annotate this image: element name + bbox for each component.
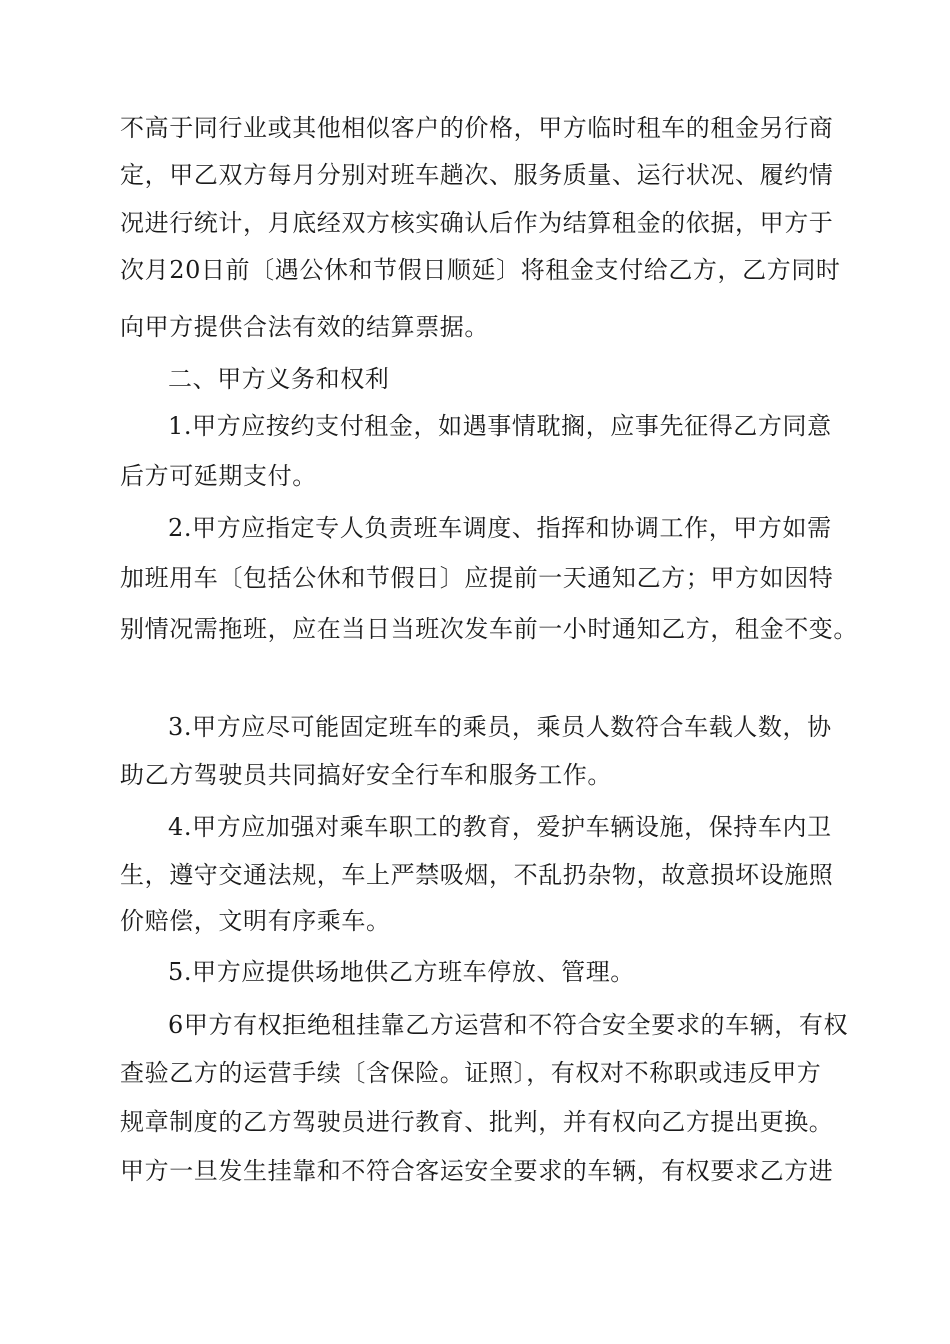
text-line: 生，遵守交通法规，车上严禁吸烟，不乱扔杂物，故意损坏设施照 (120, 861, 834, 889)
text-line: 规章制度的乙方驾驶员进行教育、批判，并有权向乙方提出更换。 (120, 1108, 834, 1136)
text-line: 价赔偿，文明有序乘车。 (120, 907, 391, 935)
text-line: 助乙方驾驶员共同搞好安全行车和服务工作。 (120, 761, 612, 789)
text-line: 定，甲乙双方每月分别对班车趟次、服务质量、运行状况、履约情 (120, 161, 834, 189)
text-line: 次月20日前〔遇公休和节假日顺延〕将租金支付给乙方，乙方同时 (120, 256, 841, 284)
text-line: 甲方一旦发生挂靠和不符合客运安全要求的车辆，有权要求乙方进 (120, 1157, 834, 1185)
text-line: 后方可延期支付。 (120, 462, 317, 490)
text-line: 6甲方有权拒绝租挂靠乙方运营和不符合安全要求的车辆，有权 (168, 1011, 849, 1039)
text-line: 向甲方提供合法有效的结算票据。 (120, 313, 489, 341)
text-line: 况进行统计，月底经双方核实确认后作为结算租金的依据，甲方于 (120, 209, 834, 237)
text-line: 查验乙方的运营手续〔含保险。证照〕，有权对不称职或违反甲方 (120, 1059, 822, 1087)
section-heading: 二、甲方义务和权利 (168, 365, 390, 393)
text-line: 3.甲方应尽可能固定班车的乘员，乘员人数符合车载人数，协 (168, 713, 832, 741)
text-line: 不高于同行业或其他相似客户的价格，甲方临时租车的租金另行商 (120, 114, 834, 142)
text-line: 2.甲方应指定专人负责班车调度、指挥和协调工作，甲方如需 (168, 514, 832, 542)
text-line: 1.甲方应按约支付租金，如遇事情耽搁，应事先征得乙方同意 (168, 412, 832, 440)
text-line: 4.甲方应加强对乘车职工的教育，爱护车辆设施，保持车内卫 (168, 813, 832, 841)
text-line: 5.甲方应提供场地供乙方班车停放、管理。 (168, 958, 635, 986)
text-line: 加班用车〔包括公休和节假日〕应提前一天通知乙方；甲方如因特 (120, 564, 834, 592)
text-line: 别情况需拖班，应在当日当班次发车前一小时通知乙方，租金不变。 (120, 615, 858, 643)
